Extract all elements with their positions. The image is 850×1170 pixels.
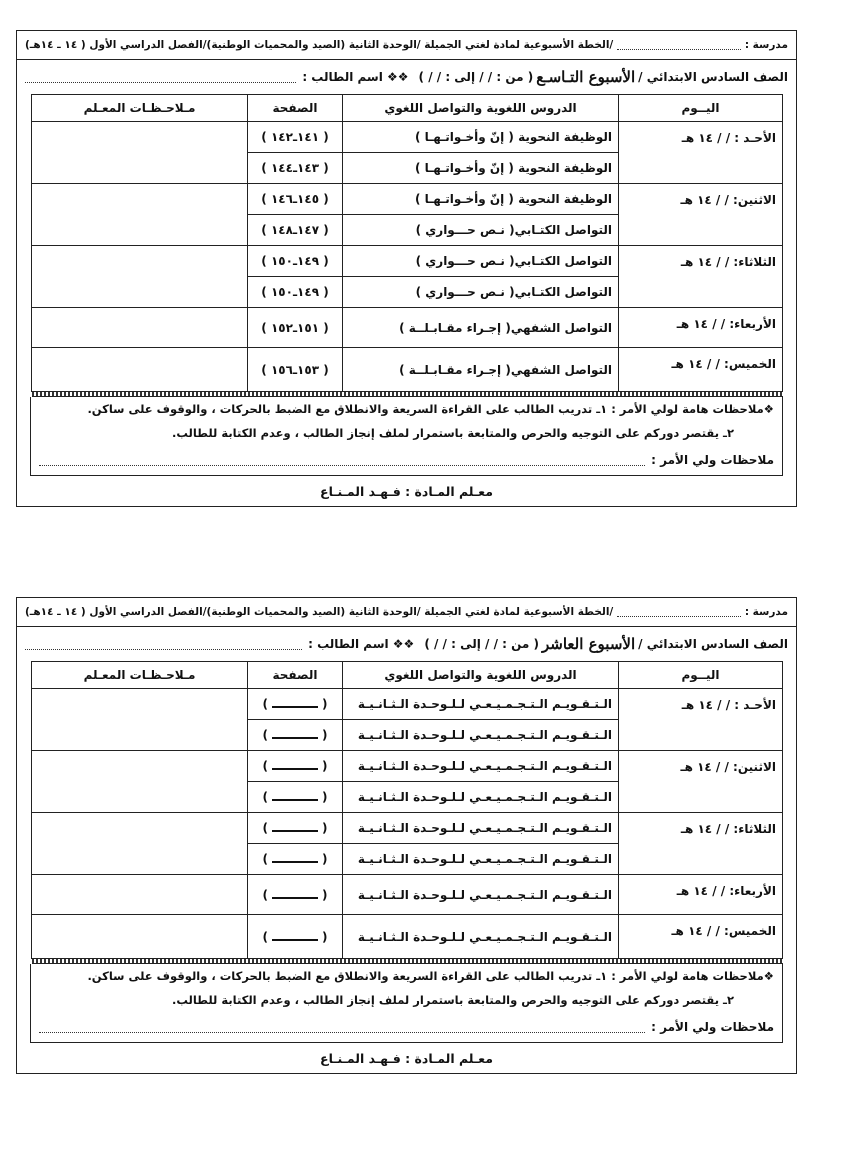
day-cell: الثلاثاء: / / ١٤ هـ (619, 813, 783, 875)
page-cell[interactable]: () (248, 689, 343, 720)
lesson-cell: الـتـقـويـم الـتـجـمـيـعـي لـلـوحـدة الـثـانـيـة (343, 751, 619, 782)
separator-cell (32, 392, 783, 397)
lesson-cell: التواصل الكتـابي( نـص حـــواري ) (343, 246, 619, 277)
teacher-notes-cell[interactable] (32, 308, 248, 348)
page-cell[interactable]: () (248, 813, 343, 844)
lessons-table (31, 94, 783, 397)
school-name-blank[interactable] (617, 607, 741, 617)
parent-notes-line (31, 445, 782, 475)
lesson-cell: الـتـقـويـم الـتـجـمـيـعـي لـلـوحـدة الـثـانـيـة (343, 915, 619, 959)
page-cell: ( ١٥٣ـ١٥٦ ) (248, 348, 343, 392)
teacher-notes-cell[interactable] (32, 689, 248, 751)
column-lesson: الدروس اللغوية والتواصل اللغوي (343, 95, 619, 122)
teacher-notes-cell[interactable] (32, 122, 248, 184)
page-cell[interactable]: () (248, 844, 343, 875)
parent-notes-blank[interactable] (39, 1022, 645, 1033)
plan-title: /الخطة الأسبوعية لمادة لغتي الجميلة /الوحدة الثانية (الصيد والمحميات الوطنية)/الفصل الدراسي الأول ( ١٤ ـ ١٤هـ) (25, 39, 614, 51)
table-row (32, 308, 783, 348)
table-row (32, 689, 783, 720)
page-cell[interactable]: () (248, 915, 343, 959)
page-cell[interactable]: () (248, 782, 343, 813)
page-blank (272, 889, 318, 899)
lesson-cell: الـتـقـويـم الـتـجـمـيـعـي لـلـوحـدة الـثـانـيـة (343, 782, 619, 813)
table-row (32, 122, 783, 153)
page-cell[interactable]: () (248, 751, 343, 782)
notes-line-1: ❖ملاحظات هامة لولي الأمر : ١ـ تدريب الطالب على القراءة السريعة والانطلاق مع الضبط بالحركات ، والوقوف على ساكن. (87, 402, 774, 416)
lesson-cell: التواصل الشفهي( إجـراء مقـابـلــة ) (343, 308, 619, 348)
page-cell[interactable]: () (248, 875, 343, 915)
table-row (32, 813, 783, 844)
column-day: اليــوم (619, 662, 783, 689)
student-name-blank[interactable] (25, 72, 296, 83)
teacher-notes-cell[interactable] (32, 184, 248, 246)
school-label: مدرسة : (744, 39, 788, 51)
page-cell: ( ١٤٩ـ١٥٠ ) (248, 246, 343, 277)
dotted-separator (32, 959, 783, 964)
plan-title: /الخطة الأسبوعية لمادة لغتي الجميلة /الوحدة الثانية (الصيد والمحميات الوطنية)/الفصل الدراسي الأول ( ١٤ ـ ١٤هـ) (25, 606, 614, 618)
lesson-cell: الـتـقـويـم الـتـجـمـيـعـي لـلـوحـدة الـثـانـيـة (343, 813, 619, 844)
parent-notes-label: ملاحظات ولي الأمر : (651, 1020, 774, 1034)
teacher-signature-line: معـلم المـادة : فـهـد المـنـاع (320, 1050, 493, 1066)
page-blank (272, 853, 318, 863)
column-page: الصفحة (248, 95, 343, 122)
lesson-cell: التواصل الشفهي( إجـراء مقـابـلــة ) (343, 348, 619, 392)
page-blank (272, 698, 318, 708)
notes-line-2: ٢ـ يقتصر دوركم على التوجيه والحرص والمتابعة باستمرار لملف إنجاز الطالب ، وعدم الكتابة للطالب. (171, 426, 734, 440)
parent-notes-line (31, 1012, 782, 1042)
day-cell: الخميس: / / ١٤ هـ (619, 348, 783, 392)
column-day: اليــوم (619, 95, 783, 122)
day-cell: الأربعاء: / / ١٤ هـ (619, 875, 783, 915)
page-blank (272, 822, 318, 832)
page-cell[interactable]: () (248, 720, 343, 751)
parent-notes-box (30, 964, 783, 1043)
page-cell: ( ١٥١ـ١٥٢ ) (248, 308, 343, 348)
school-name-blank[interactable] (617, 40, 741, 50)
lesson-cell: الـتـقـويـم الـتـجـمـيـعـي لـلـوحـدة الـثـانـيـة (343, 689, 619, 720)
date-range: ( من : / / إلى : / / ) (424, 637, 539, 651)
page-cell: ( ١٤٩ـ١٥٠ ) (248, 277, 343, 308)
table-header-row (32, 95, 783, 122)
student-name-blank[interactable] (25, 639, 302, 650)
column-notes: مـلاحـظـات المعـلم (32, 662, 248, 689)
plan-header (17, 598, 796, 627)
parent-notes-blank[interactable] (39, 455, 645, 466)
grade-label: الصف السادس الابتدائي / (638, 637, 788, 651)
separator-cell (32, 959, 783, 964)
student-name-label: ❖❖ اسم الطالب : (308, 637, 415, 651)
teacher-notes-cell[interactable] (32, 246, 248, 308)
student-name-label: ❖❖ اسم الطالب : (302, 70, 409, 84)
lesson-cell: الـتـقـويـم الـتـجـمـيـعـي لـلـوحـدة الـثـانـيـة (343, 875, 619, 915)
dotted-separator (32, 392, 783, 397)
day-cell: الثلاثاء: / / ١٤ هـ (619, 246, 783, 308)
column-page: الصفحة (248, 662, 343, 689)
page-blank (272, 791, 318, 801)
table-row (32, 751, 783, 782)
grade-line (17, 627, 796, 661)
week-label: الأسبوع التـاسـع (536, 68, 636, 86)
school-label: مدرسة : (744, 606, 788, 618)
page-blank (272, 760, 318, 770)
lesson-cell: الوظيفة النحوية ( إنّ وأخـواتـهـا ) (343, 153, 619, 184)
grade-line (17, 60, 796, 94)
day-cell: الخميس: / / ١٤ هـ (619, 915, 783, 959)
page-cell: ( ١٤١ـ١٤٢ ) (248, 122, 343, 153)
teacher-notes-cell[interactable] (32, 915, 248, 959)
column-lesson: الدروس اللغوية والتواصل اللغوي (343, 662, 619, 689)
lesson-cell: التواصل الكتـابي( نـص حـــواري ) (343, 215, 619, 246)
day-cell: الاثنين: / / ١٤ هـ (619, 751, 783, 813)
day-cell: الأحـد : / / ١٤ هـ (619, 689, 783, 751)
weekly-plan-1 (16, 30, 797, 507)
grade-label: الصف السادس الابتدائي / (638, 70, 788, 84)
teacher-signature-line: معـلم المـادة : فـهـد المـنـاع (320, 483, 493, 499)
date-range: ( من : / / إلى : / / ) (418, 70, 534, 84)
teacher-notes-cell[interactable] (32, 751, 248, 813)
lesson-cell: الوظيفة النحوية ( إنّ وأخـواتـهـا ) (343, 184, 619, 215)
lesson-cell: التواصل الكتـابي( نـص حـــواري ) (343, 277, 619, 308)
page-blank (272, 931, 318, 941)
day-cell: الأربعاء: / / ١٤ هـ (619, 308, 783, 348)
page-cell: ( ١٤٥ـ١٤٦ ) (248, 184, 343, 215)
page-cell: ( ١٤٣ـ١٤٤ ) (248, 153, 343, 184)
teacher-notes-cell[interactable] (32, 348, 248, 392)
lesson-cell: الـتـقـويـم الـتـجـمـيـعـي لـلـوحـدة الـثـانـيـة (343, 720, 619, 751)
teacher-notes-cell[interactable] (32, 875, 248, 915)
table-row (32, 348, 783, 392)
page-cell: ( ١٤٧ـ١٤٨ ) (248, 215, 343, 246)
table-row (32, 875, 783, 915)
lesson-cell: الـتـقـويـم الـتـجـمـيـعـي لـلـوحـدة الـثـانـيـة (343, 844, 619, 875)
parent-notes-label: ملاحظات ولي الأمر : (651, 453, 774, 467)
lessons-table (31, 661, 783, 964)
teacher-notes-cell[interactable] (32, 813, 248, 875)
column-notes: مـلاحـظـات المعـلم (32, 95, 248, 122)
notes-line-1: ❖ملاحظات هامة لولي الأمر : ١ـ تدريب الطالب على القراءة السريعة والانطلاق مع الضبط بالحركات ، والوقوف على ساكن. (87, 969, 774, 983)
day-cell: الاثنين: / / ١٤ هـ (619, 184, 783, 246)
plan-header (17, 31, 796, 60)
lesson-cell: الوظيفة النحوية ( إنّ وأخـواتـهـا ) (343, 122, 619, 153)
table-header-row (32, 662, 783, 689)
day-cell: الأحـد : / / ١٤ هـ (619, 122, 783, 184)
parent-notes-box (30, 397, 783, 476)
notes-line-2: ٢ـ يقتصر دوركم على التوجيه والحرص والمتابعة باستمرار لملف إنجاز الطالب ، وعدم الكتابة للطالب. (171, 993, 734, 1007)
page-blank (272, 729, 318, 739)
weekly-plan-2 (16, 597, 797, 1074)
table-row (32, 915, 783, 959)
table-row (32, 184, 783, 215)
week-label: الأسبوع العاشر (542, 635, 636, 653)
table-row (32, 246, 783, 277)
